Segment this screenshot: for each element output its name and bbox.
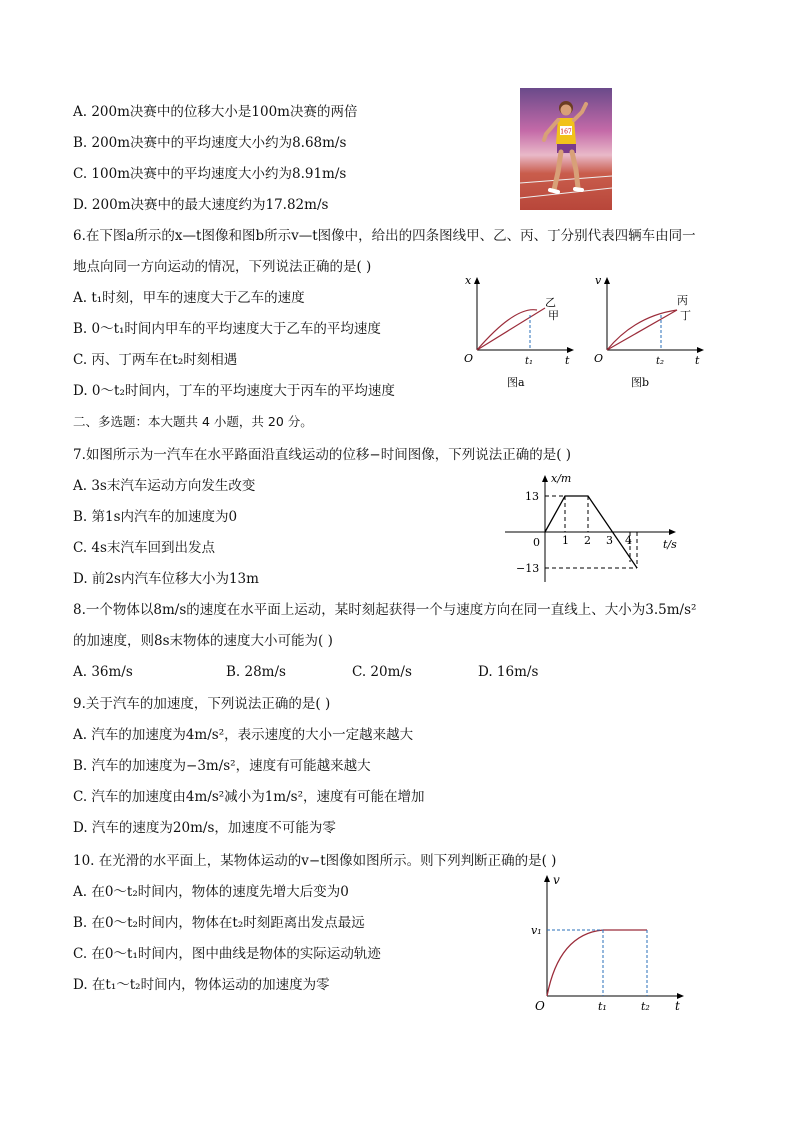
q6-figure-a [455, 272, 585, 392]
q5-option-d: D. 200m决赛中的最大速度约为17.82m/s [73, 197, 329, 213]
q7-option-d: D. 前2s内汽车位移大小为13m [73, 571, 259, 587]
fig-a-curve2: 甲 [548, 309, 559, 322]
q6-option-a: A. t₁时刻，甲车的速度大于乙车的速度 [73, 290, 305, 306]
sprinter-photo [520, 88, 612, 210]
q10-ylabel: v [553, 873, 560, 887]
q5-option-a: A. 200m决赛中的位移大小是100m决赛的两倍 [73, 104, 358, 120]
q9-option-d: D. 汽车的速度为20m/s，加速度不可能为零 [73, 820, 336, 836]
q10-option-c: C. 在0～t₁时间内，图中曲线是物体的实际运动轨迹 [73, 946, 381, 962]
q9-stem: 9.关于汽车的加速度，下列说法正确的是( ) [73, 696, 331, 712]
q7-ylabel: x/m [551, 472, 572, 485]
fig-a-xlabel: t [565, 354, 570, 367]
q10-option-b: B. 在0～t₂时间内，物体在t₂时刻距离出发点最远 [73, 915, 365, 931]
q7-option-a: A. 3s末汽车运动方向发生改变 [73, 478, 256, 494]
q7-origin: 0 [533, 536, 540, 549]
q5-option-c: C. 100m决赛中的平均速度大小约为8.91m/s [73, 166, 347, 182]
q9-option-c: C. 汽车的加速度由4m/s²减小为1m/s²，速度有可能在增加 [73, 789, 425, 805]
fig-b-curve1: 丙 [677, 294, 688, 307]
q6-stem-line1: 6.在下图a所示的x—t图像和图b所示v—t图像中，给出的四条图线甲、乙、丙、丁分别代表四辆车由同一 [73, 228, 696, 244]
q10-v1-label: v₁ [531, 924, 542, 937]
q10-t2-label: t₂ [641, 1000, 650, 1013]
q5-option-b: B. 200m决赛中的平均速度大小约为8.68m/s [73, 135, 347, 151]
q7-tick-4: 4 [625, 534, 632, 547]
q7-option-c: C. 4s末汽车回到出发点 [73, 540, 215, 556]
q8-option-c: C. 20m/s [352, 664, 412, 680]
q7-xlabel: t/s [663, 538, 677, 551]
q8-stem-line1: 8.一个物体以8m/s的速度在水平面上运动，某时刻起获得一个与速度方向在同一直线上、大小为3.5m/s² [73, 602, 697, 618]
q7-position-time-graph [505, 470, 685, 585]
fig-b-curve2: 丁 [680, 309, 691, 322]
q10-velocity-time-graph [525, 870, 695, 1015]
q6-option-c: C. 丙、丁两车在t₂时刻相遇 [73, 352, 238, 368]
fig-a-origin: O [464, 352, 474, 365]
q10-t1-label: t₁ [598, 1000, 607, 1013]
q10-origin: O [535, 999, 545, 1013]
fig-b-origin: O [594, 352, 604, 365]
q10-option-d: D. 在t₁～t₂时间内，物体运动的加速度为零 [73, 977, 330, 993]
fig-b-caption: 图b [631, 376, 650, 389]
fig-a-ylabel: x [465, 274, 472, 287]
q7-tick-1: 1 [562, 534, 569, 547]
fig-b-xlabel: t [695, 354, 700, 367]
q8-stem-line2: 的加速度，则8s末物体的速度大小可能为( ) [73, 633, 333, 649]
q6-option-d: D. 0～t₂时间内，丁车的平均速度大于丙车的平均速度 [73, 383, 395, 399]
q6-stem-line2: 地点向同一方向运动的情况，下列说法正确的是( ) [73, 259, 372, 275]
fig-a-tick: t₁ [525, 356, 534, 367]
q6-figure-b [585, 272, 715, 392]
q8-option-b: B. 28m/s [226, 664, 286, 680]
q7-option-b: B. 第1s内汽车的加速度为0 [73, 509, 238, 525]
section-heading-multiple-choice: 二、多选题：本大题共 4 小题，共 20 分。 [73, 414, 313, 429]
q9-option-b: B. 汽车的加速度为−3m/s²，速度有可能越来越大 [73, 758, 371, 774]
fig-a-curve1: 乙 [545, 296, 556, 309]
q7-y-positive: 13 [525, 490, 539, 503]
q10-xlabel: t [675, 999, 680, 1013]
q9-option-a: A. 汽车的加速度为4m/s²，表示速度的大小一定越来越大 [73, 727, 414, 743]
q6-option-b: B. 0～t₁时间内甲车的平均速度大于乙车的平均速度 [73, 321, 381, 337]
fig-b-ylabel: v [595, 274, 602, 287]
q8-option-d: D. 16m/s [478, 664, 539, 680]
bib-number: 167 [560, 128, 572, 136]
q7-stem: 7.如图所示为一汽车在水平路面沿直线运动的位移−时间图像，下列说法正确的是( ) [73, 447, 572, 463]
q10-stem: 10. 在光滑的水平面上，某物体运动的v−t图像如图所示。则下列判断正确的是( ) [73, 853, 557, 869]
q10-option-a: A. 在0～t₂时间内，物体的速度先增大后变为0 [73, 884, 349, 900]
q8-option-a: A. 36m/s [73, 664, 133, 680]
q7-y-negative: −13 [516, 562, 540, 575]
q7-tick-3: 3 [606, 534, 613, 547]
fig-b-tick: t₂ [656, 356, 665, 367]
q7-tick-2: 2 [584, 534, 591, 547]
fig-a-caption: 图a [507, 376, 525, 389]
